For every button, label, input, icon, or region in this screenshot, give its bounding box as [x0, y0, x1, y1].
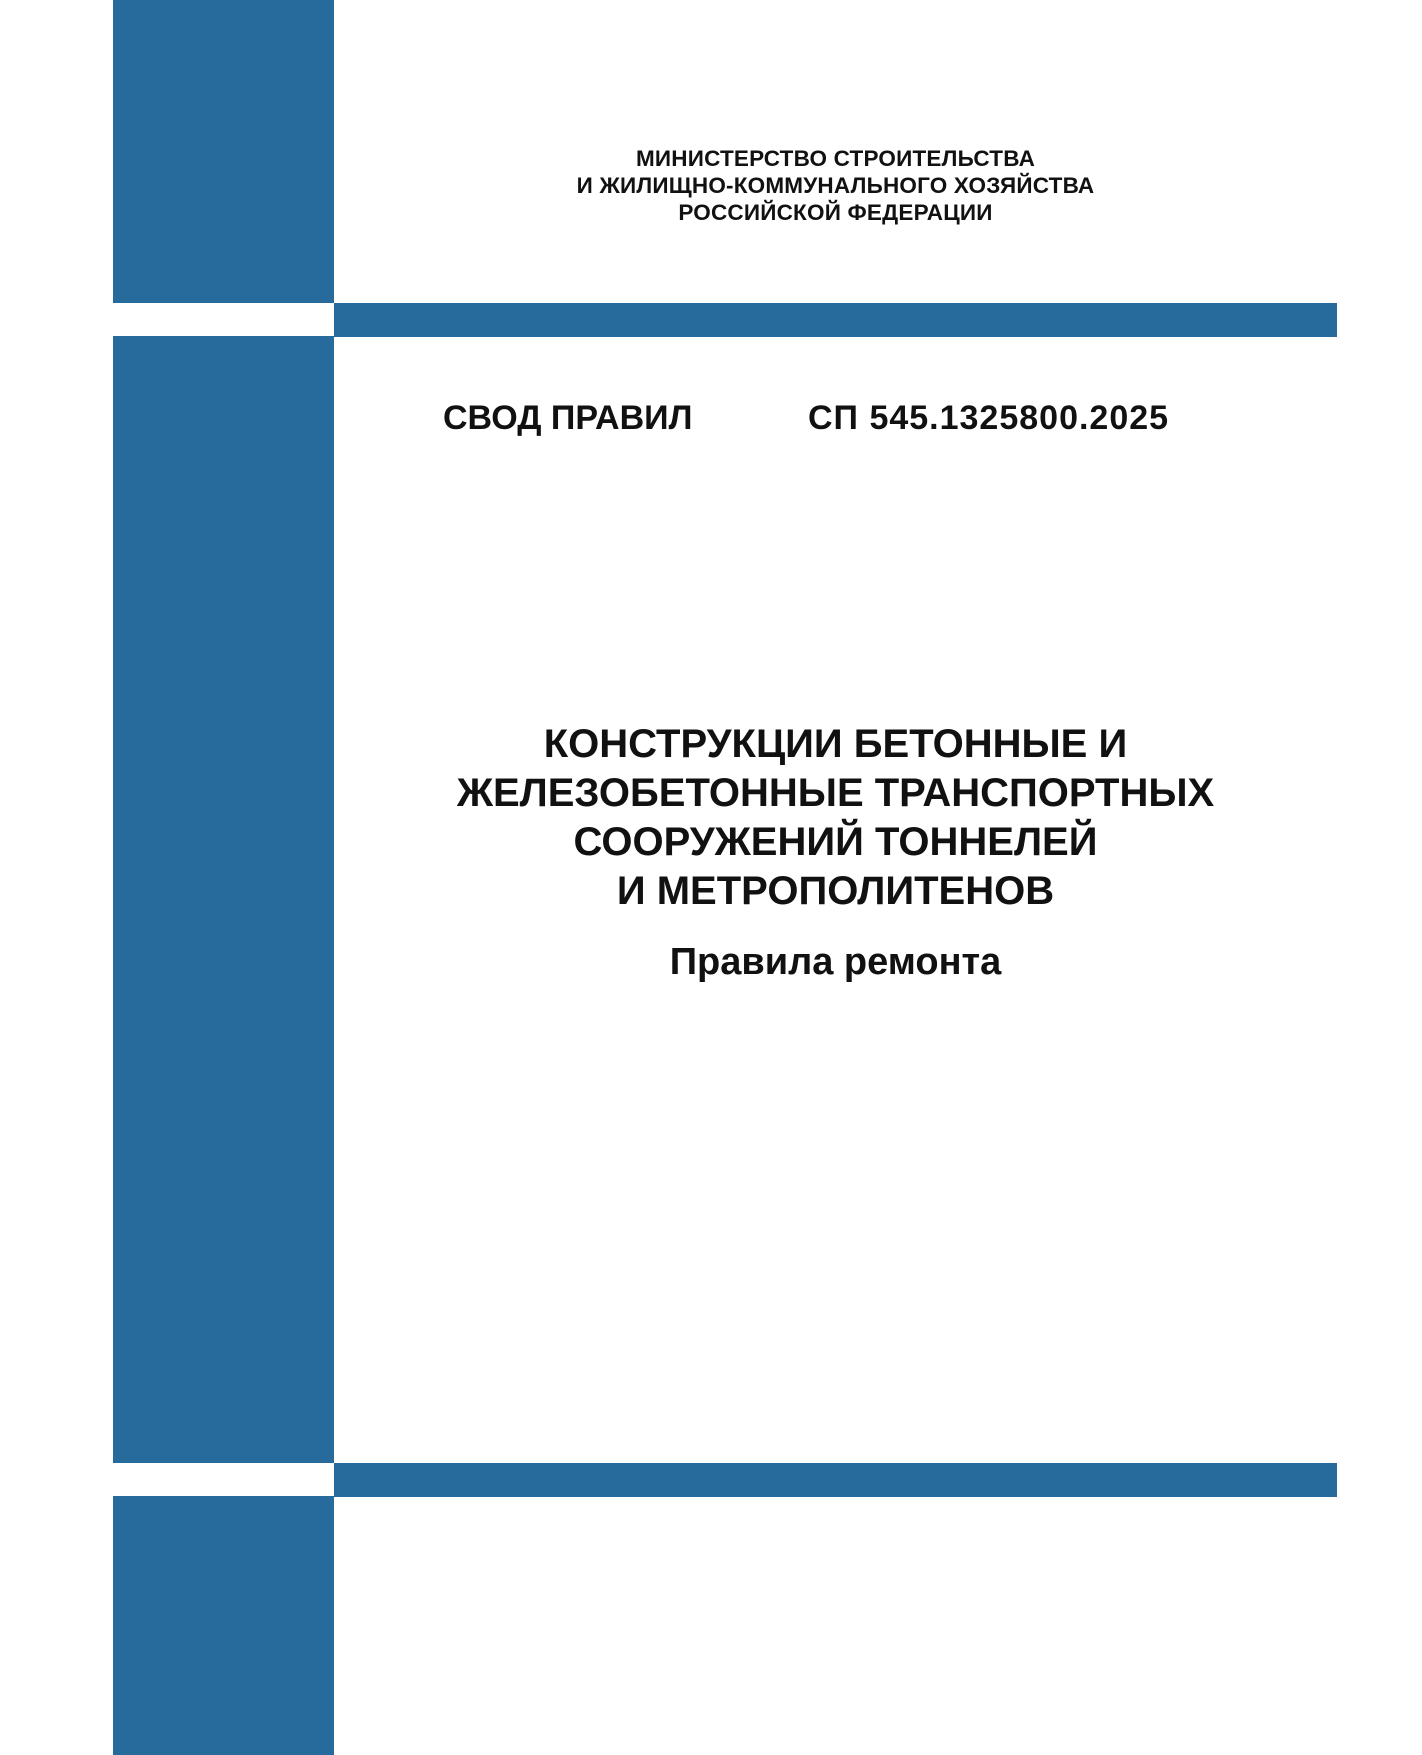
- title-line-1: КОНСТРУКЦИИ БЕТОННЫЕ И: [543, 722, 1128, 766]
- document-code-row: [0, 395, 1422, 441]
- cover-spine-band-bottom: [113, 1496, 334, 1755]
- title-line-4: И МЕТРОПОЛИТЕНОВ: [616, 869, 1055, 913]
- cover-spine-band-top: [113, 0, 334, 303]
- ministry-name: [334, 145, 1337, 226]
- title-line-2: ЖЕЛЕЗОБЕТОННЫЕ ТРАНСПОРТНЫХ: [456, 771, 1215, 815]
- cover-stripe-bottom: [334, 1463, 1337, 1497]
- document-code: СП 545.1325800.2025: [808, 399, 1170, 437]
- title-line-3: СООРУЖЕНИЙ ТОННЕЛЕЙ: [573, 820, 1098, 864]
- document-type-label: СВОД ПРАВИЛ: [443, 399, 693, 437]
- cover-spine-band-middle: [113, 336, 334, 1463]
- ministry-line-3: РОССИЙСКОЙ ФЕДЕРАЦИИ: [678, 200, 993, 225]
- ministry-line-2: И ЖИЛИЩНО-КОММУНАЛЬНОГО ХОЗЯЙСТВА: [576, 173, 1095, 198]
- document-title: [334, 720, 1337, 916]
- cover-stripe-top: [334, 303, 1337, 337]
- document-subtitle: Правила ремонта: [669, 941, 1002, 983]
- ministry-line-1: МИНИСТЕРСТВО СТРОИТЕЛЬСТВА: [635, 146, 1036, 171]
